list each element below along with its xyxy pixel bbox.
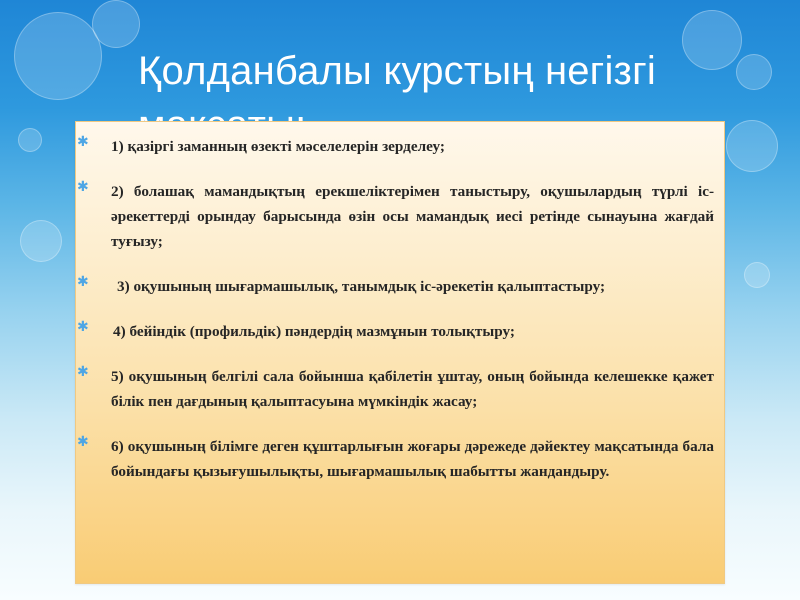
decor-bubble — [14, 12, 102, 100]
goal-text: 1) қазіргі заманның өзекті мәселелерін зерделеу; — [111, 138, 445, 155]
decor-bubble — [18, 128, 42, 152]
goal-item — [77, 179, 714, 254]
asterisk-icon: ✱ — [77, 274, 89, 290]
goals-content-box — [75, 121, 725, 584]
goal-item — [77, 134, 714, 159]
asterisk-icon: ✱ — [77, 179, 89, 195]
goal-text: 6) оқушының білімге деген құштарлығын жоғары дәрежеде дәйектеу мақсатында бала бойындағы қызығушылықты, шығармашылық шабытты жандандыру. — [111, 438, 714, 480]
slide-title: Қолданбалы курстың негізгі — [138, 49, 656, 93]
asterisk-icon: ✱ — [77, 319, 89, 335]
decor-bubble — [744, 262, 770, 288]
goal-item — [77, 364, 714, 414]
decor-bubble — [20, 220, 62, 262]
goals-list — [76, 122, 724, 484]
goal-text: 5) оқушының белгілі сала бойынша қабілетін ұштау, оның бойында келешекке қажет білік пен дағдының қалыптасуына мүмкіндік жасау; — [111, 368, 714, 410]
goal-item — [77, 319, 714, 344]
asterisk-icon: ✱ — [77, 434, 89, 450]
goal-item — [77, 274, 714, 299]
decor-bubble — [92, 0, 140, 48]
asterisk-icon: ✱ — [77, 364, 89, 380]
goal-text: 4) бейіндік (профильдік) пәндердің мазмұнын толықтыру; — [113, 323, 515, 340]
goal-text: 3) оқушының шығармашылық, танымдық іс-әрекетін қалыптастыру; — [117, 278, 606, 295]
goal-text: 2) болашақ мамандықтың ерекшеліктерімен таныстыру, оқушылардың түрлі іс-әрекеттерді орындау барысында өзін осы мамандық иесі ретінде сынауына жағдай туғызу; — [111, 183, 714, 250]
asterisk-icon: ✱ — [77, 134, 89, 150]
goal-item — [77, 434, 714, 484]
